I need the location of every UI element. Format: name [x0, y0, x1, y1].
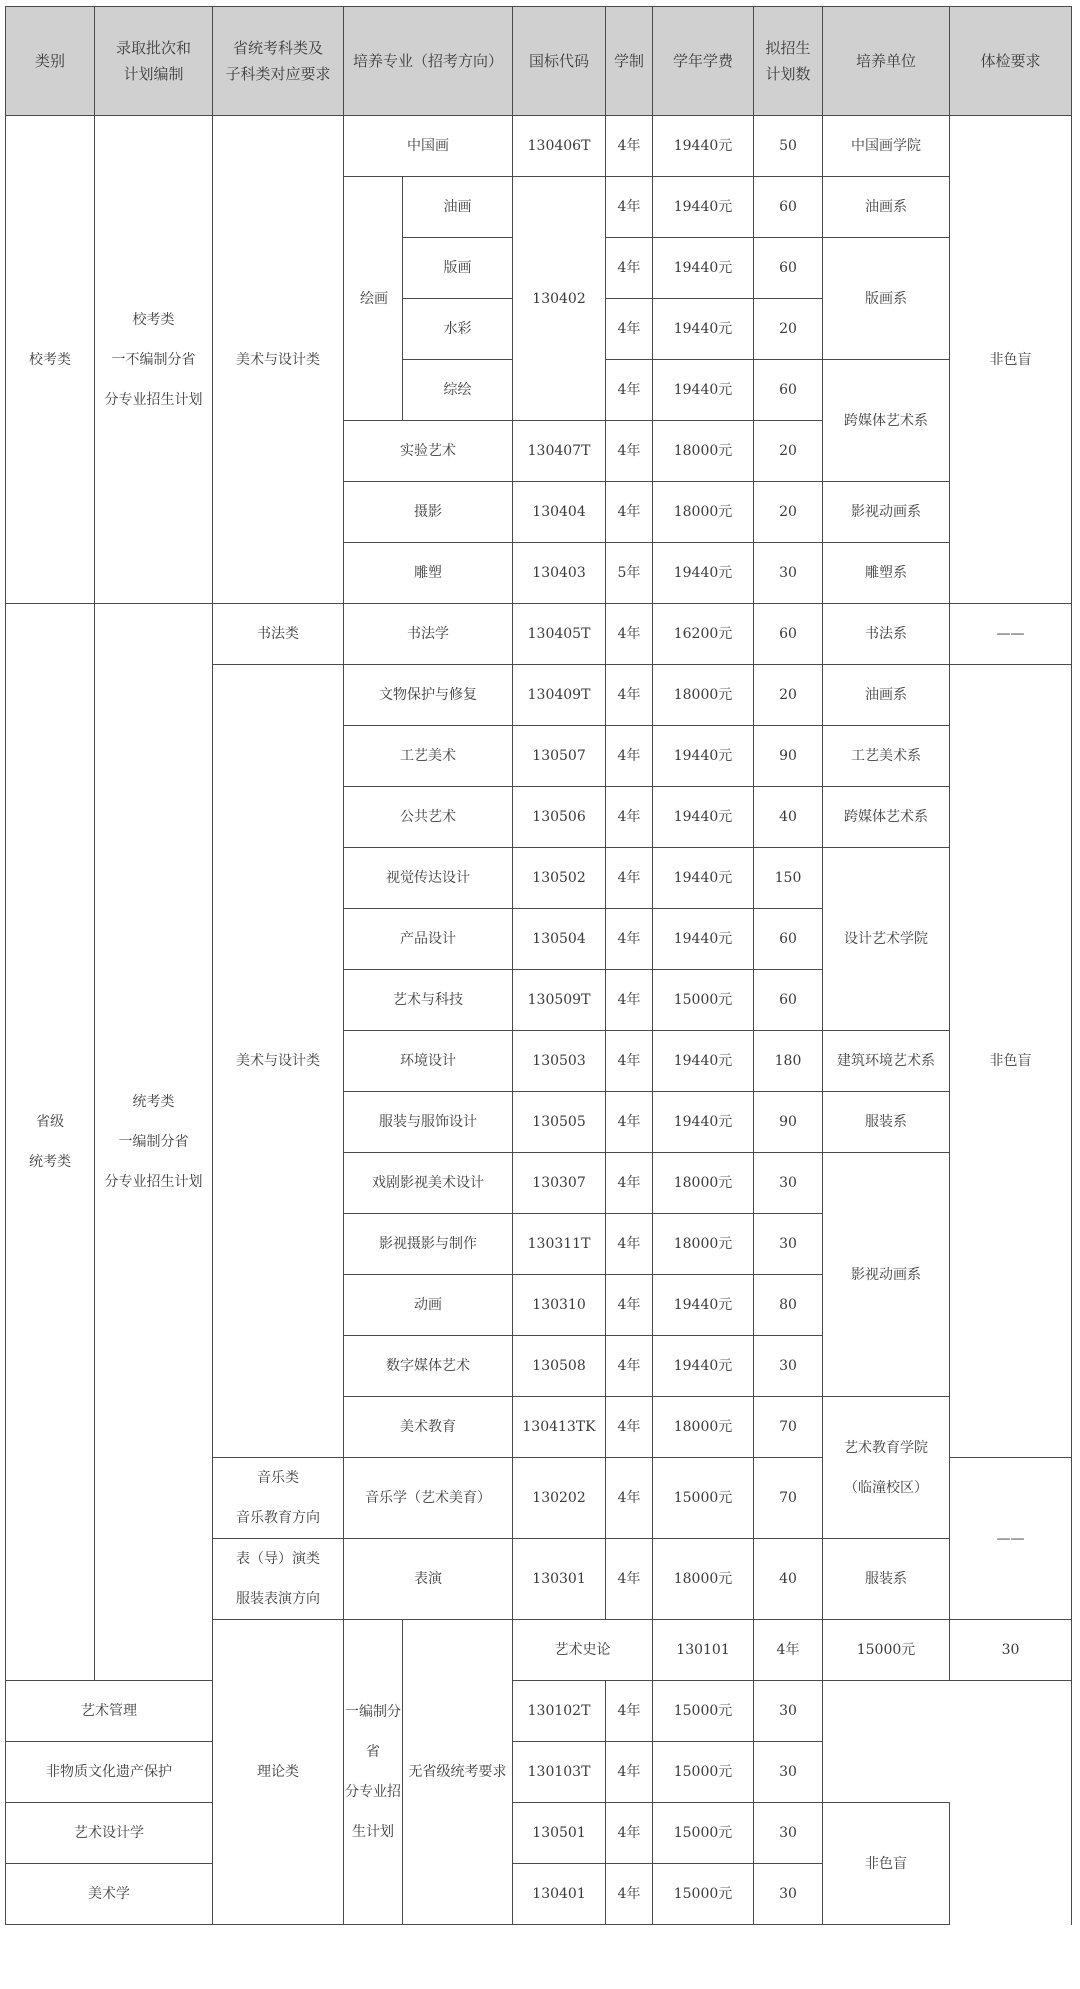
- code-cell: 130413TK: [513, 1397, 606, 1458]
- duration-cell: 4年: [606, 1275, 653, 1336]
- code-cell: 130507: [513, 726, 606, 787]
- subject-cell: 音乐类 音乐教育方向: [213, 1458, 344, 1539]
- tuition-cell: 19440元: [653, 1336, 754, 1397]
- quota-cell: 20: [754, 482, 823, 543]
- tuition-cell: 15000元: [653, 1864, 754, 1925]
- code-cell: 130102T: [513, 1681, 606, 1742]
- code-cell: 130401: [513, 1864, 606, 1925]
- major-cell: 雕塑: [344, 543, 513, 604]
- quota-cell: 30: [754, 543, 823, 604]
- major-cell: 文物保护与修复: [344, 665, 513, 726]
- unit-cell: 服装系: [823, 1539, 950, 1620]
- quota-cell: 60: [754, 238, 823, 299]
- quota-cell: 80: [754, 1275, 823, 1336]
- tuition-cell: 19440元: [653, 360, 754, 421]
- subject-cell: 美术与设计类: [213, 665, 344, 1458]
- tuition-cell: 16200元: [653, 604, 754, 665]
- table-row: [6, 1803, 1072, 1864]
- header-quota: 拟招生 计划数: [754, 7, 823, 116]
- tuition-cell: 19440元: [653, 116, 754, 177]
- code-cell: 130403: [513, 543, 606, 604]
- unit-cell: 设计艺术学院: [823, 848, 950, 1031]
- tuition-cell: 19440元: [653, 848, 754, 909]
- tuition-cell: 15000元: [653, 1458, 754, 1539]
- unit-cell: 雕塑系: [823, 543, 950, 604]
- tuition-cell: 19440元: [653, 1275, 754, 1336]
- quota-cell: 180: [754, 1031, 823, 1092]
- header-batch: 录取批次和 计划编制: [95, 7, 213, 116]
- major-cell: 中国画: [344, 116, 513, 177]
- duration-cell: 4年: [606, 299, 653, 360]
- unit-cell: 书法系: [823, 604, 950, 665]
- unit-cell: 油画系: [823, 665, 950, 726]
- quota-cell: 60: [754, 970, 823, 1031]
- code-cell: 130508: [513, 1336, 606, 1397]
- duration-cell: 4年: [606, 1803, 653, 1864]
- major-cell: 产品设计: [344, 909, 513, 970]
- duration-cell: 4年: [606, 665, 653, 726]
- duration-cell: 4年: [606, 421, 653, 482]
- subject-cell: 无省级统考要求: [403, 1620, 513, 1925]
- quota-cell: 30: [754, 1336, 823, 1397]
- physical-cell: ——: [950, 604, 1072, 665]
- duration-cell: 4年: [606, 848, 653, 909]
- duration-cell: 4年: [606, 177, 653, 238]
- quota-cell: 40: [754, 1539, 823, 1620]
- major-cell: 视觉传达设计: [344, 848, 513, 909]
- duration-cell: 4年: [606, 1031, 653, 1092]
- major-cell: 水彩: [403, 299, 513, 360]
- physical-cell: 非色盲: [950, 116, 1072, 604]
- duration-cell: 4年: [606, 726, 653, 787]
- quota-cell: 70: [754, 1397, 823, 1458]
- major-cell: 美术学: [6, 1864, 213, 1925]
- table-row: [6, 116, 1072, 177]
- code-cell: 130406T: [513, 116, 606, 177]
- tuition-cell: 19440元: [653, 543, 754, 604]
- quota-cell: 20: [754, 299, 823, 360]
- batch-cell: 统考类 一编制分省 分专业招生计划: [95, 604, 213, 1681]
- duration-cell: 4年: [606, 970, 653, 1031]
- unit-cell: 工艺美术系: [823, 726, 950, 787]
- tuition-cell: 15000元: [653, 1742, 754, 1803]
- major-cell: 艺术史论: [513, 1620, 653, 1681]
- code-cell: 130103T: [513, 1742, 606, 1803]
- major-cell: 音乐学（艺术美育）: [344, 1458, 513, 1539]
- quota-cell: 30: [754, 1214, 823, 1275]
- batch-cell: 一编制分省 分专业招生计划: [344, 1620, 403, 1925]
- tuition-cell: 18000元: [653, 1153, 754, 1214]
- major-cell: 版画: [403, 238, 513, 299]
- duration-cell: 4年: [754, 1620, 823, 1681]
- table-row: [6, 1681, 1072, 1742]
- duration-cell: 4年: [606, 1681, 653, 1742]
- tuition-cell: 15000元: [653, 970, 754, 1031]
- code-cell: 130409T: [513, 665, 606, 726]
- header-code: 国标代码: [513, 7, 606, 116]
- code-cell: 130310: [513, 1275, 606, 1336]
- quota-cell: 30: [754, 1864, 823, 1925]
- quota-cell: 40: [754, 787, 823, 848]
- subject-cell: 书法类: [213, 604, 344, 665]
- unit-cell: 建筑环境艺术系: [823, 1031, 950, 1092]
- category-cell: 理论类: [213, 1620, 344, 1925]
- subject-cell: 表（导）演类 服装表演方向: [213, 1539, 344, 1620]
- major-cell: 艺术管理: [6, 1681, 213, 1742]
- quota-cell: 70: [754, 1458, 823, 1539]
- duration-cell: 4年: [606, 238, 653, 299]
- physical-cell: 非色盲: [950, 665, 1072, 1458]
- duration-cell: 4年: [606, 116, 653, 177]
- code-cell: 130202: [513, 1458, 606, 1539]
- tuition-cell: 19440元: [653, 299, 754, 360]
- code-cell: 130501: [513, 1803, 606, 1864]
- major-cell: 数字媒体艺术: [344, 1336, 513, 1397]
- duration-cell: 4年: [606, 787, 653, 848]
- duration-cell: 4年: [606, 1864, 653, 1925]
- tuition-cell: 15000元: [653, 1681, 754, 1742]
- major-cell: 表演: [344, 1539, 513, 1620]
- unit-cell: 油画系: [823, 177, 950, 238]
- quota-cell: 60: [754, 177, 823, 238]
- tuition-cell: 19440元: [653, 1031, 754, 1092]
- header-duration: 学制: [606, 7, 653, 116]
- quota-cell: 30: [754, 1153, 823, 1214]
- tuition-cell: 18000元: [653, 1539, 754, 1620]
- code-cell: 130301: [513, 1539, 606, 1620]
- unit-cell: 影视动画系: [823, 482, 950, 543]
- major-cell: 环境设计: [344, 1031, 513, 1092]
- duration-cell: 4年: [606, 909, 653, 970]
- code-cell: 130311T: [513, 1214, 606, 1275]
- quota-cell: 90: [754, 726, 823, 787]
- batch-cell: 校考类 一不编制分省 分专业招生计划: [95, 116, 213, 604]
- tuition-cell: 15000元: [653, 1803, 754, 1864]
- table-row: [6, 604, 1072, 665]
- major-cell: 公共艺术: [344, 787, 513, 848]
- duration-cell: 4年: [606, 360, 653, 421]
- duration-cell: 4年: [606, 1397, 653, 1458]
- tuition-cell: 18000元: [653, 1214, 754, 1275]
- physical-cell: ——: [950, 1458, 1072, 1620]
- header-unit: 培养单位: [823, 7, 950, 116]
- unit-cell: 中国画学院: [823, 116, 950, 177]
- duration-cell: 5年: [606, 543, 653, 604]
- major-cell: 综绘: [403, 360, 513, 421]
- quota-cell: 30: [754, 1803, 823, 1864]
- tuition-cell: 15000元: [823, 1620, 950, 1681]
- duration-cell: 4年: [606, 1336, 653, 1397]
- quota-cell: 150: [754, 848, 823, 909]
- code-cell: 130402: [513, 177, 606, 421]
- admission-table: [5, 6, 1072, 1925]
- duration-cell: 4年: [606, 1214, 653, 1275]
- major-cell: 非物质文化遗产保护: [6, 1742, 213, 1803]
- quota-cell: 60: [754, 909, 823, 970]
- tuition-cell: 18000元: [653, 665, 754, 726]
- major-cell: 艺术与科技: [344, 970, 513, 1031]
- tuition-cell: 18000元: [653, 421, 754, 482]
- major-cell: 艺术设计学: [6, 1803, 213, 1864]
- major-cell: 油画: [403, 177, 513, 238]
- unit-cell: 艺术教育学院 （临潼校区）: [823, 1397, 950, 1539]
- code-cell: 130503: [513, 1031, 606, 1092]
- code-cell: 130404: [513, 482, 606, 543]
- physical-cell: 非色盲: [823, 1803, 950, 1925]
- major-cell: 美术教育: [344, 1397, 513, 1458]
- header-major: 培养专业（招考方向）: [344, 7, 513, 116]
- unit-cell: 跨媒体艺术系: [823, 360, 950, 482]
- code-cell: 130506: [513, 787, 606, 848]
- duration-cell: 4年: [606, 1153, 653, 1214]
- code-cell: 130504: [513, 909, 606, 970]
- major-cell: 实验艺术: [344, 421, 513, 482]
- unit-cell: 版画系: [823, 238, 950, 360]
- tuition-cell: 18000元: [653, 482, 754, 543]
- code-cell: 130407T: [513, 421, 606, 482]
- quota-cell: 30: [950, 1620, 1072, 1681]
- code-cell: 130502: [513, 848, 606, 909]
- quota-cell: 20: [754, 665, 823, 726]
- tuition-cell: 19440元: [653, 787, 754, 848]
- major-cell: 摄影: [344, 482, 513, 543]
- code-cell: 130505: [513, 1092, 606, 1153]
- subject-cell: 美术与设计类: [213, 116, 344, 604]
- quota-cell: 20: [754, 421, 823, 482]
- major-cell: 书法学: [344, 604, 513, 665]
- code-cell: 130101: [653, 1620, 754, 1681]
- quota-cell: 50: [754, 116, 823, 177]
- tuition-cell: 19440元: [653, 238, 754, 299]
- major-cell: 影视摄影与制作: [344, 1214, 513, 1275]
- painting-group-cell: 绘画: [344, 177, 403, 421]
- unit-cell: 跨媒体艺术系: [823, 787, 950, 848]
- category-cell: 省级 统考类: [6, 604, 95, 1681]
- code-cell: 130307: [513, 1153, 606, 1214]
- duration-cell: 4年: [606, 1539, 653, 1620]
- duration-cell: 4年: [606, 1458, 653, 1539]
- tuition-cell: 19440元: [653, 909, 754, 970]
- tuition-cell: 19440元: [653, 177, 754, 238]
- code-cell: 130405T: [513, 604, 606, 665]
- major-cell: 工艺美术: [344, 726, 513, 787]
- major-cell: 动画: [344, 1275, 513, 1336]
- duration-cell: 4年: [606, 482, 653, 543]
- header-physical: 体检要求: [950, 7, 1072, 116]
- tuition-cell: 19440元: [653, 726, 754, 787]
- quota-cell: 60: [754, 360, 823, 421]
- major-cell: 服装与服饰设计: [344, 1092, 513, 1153]
- duration-cell: 4年: [606, 1742, 653, 1803]
- quota-cell: 90: [754, 1092, 823, 1153]
- header-row: [6, 7, 1072, 116]
- header-tuition: 学年学费: [653, 7, 754, 116]
- category-cell: 校考类: [6, 116, 95, 604]
- quota-cell: 30: [754, 1681, 823, 1742]
- duration-cell: 4年: [606, 1092, 653, 1153]
- header-category: 类别: [6, 7, 95, 116]
- tuition-cell: 19440元: [653, 1092, 754, 1153]
- code-cell: 130509T: [513, 970, 606, 1031]
- quota-cell: 60: [754, 604, 823, 665]
- table-row: [6, 1742, 1072, 1803]
- major-cell: 戏剧影视美术设计: [344, 1153, 513, 1214]
- unit-cell: 影视动画系: [823, 1153, 950, 1397]
- header-exam-subject: 省统考科类及 子科类对应要求: [213, 7, 344, 116]
- tuition-cell: 18000元: [653, 1397, 754, 1458]
- duration-cell: 4年: [606, 604, 653, 665]
- unit-cell: 服装系: [823, 1092, 950, 1153]
- quota-cell: 30: [754, 1742, 823, 1803]
